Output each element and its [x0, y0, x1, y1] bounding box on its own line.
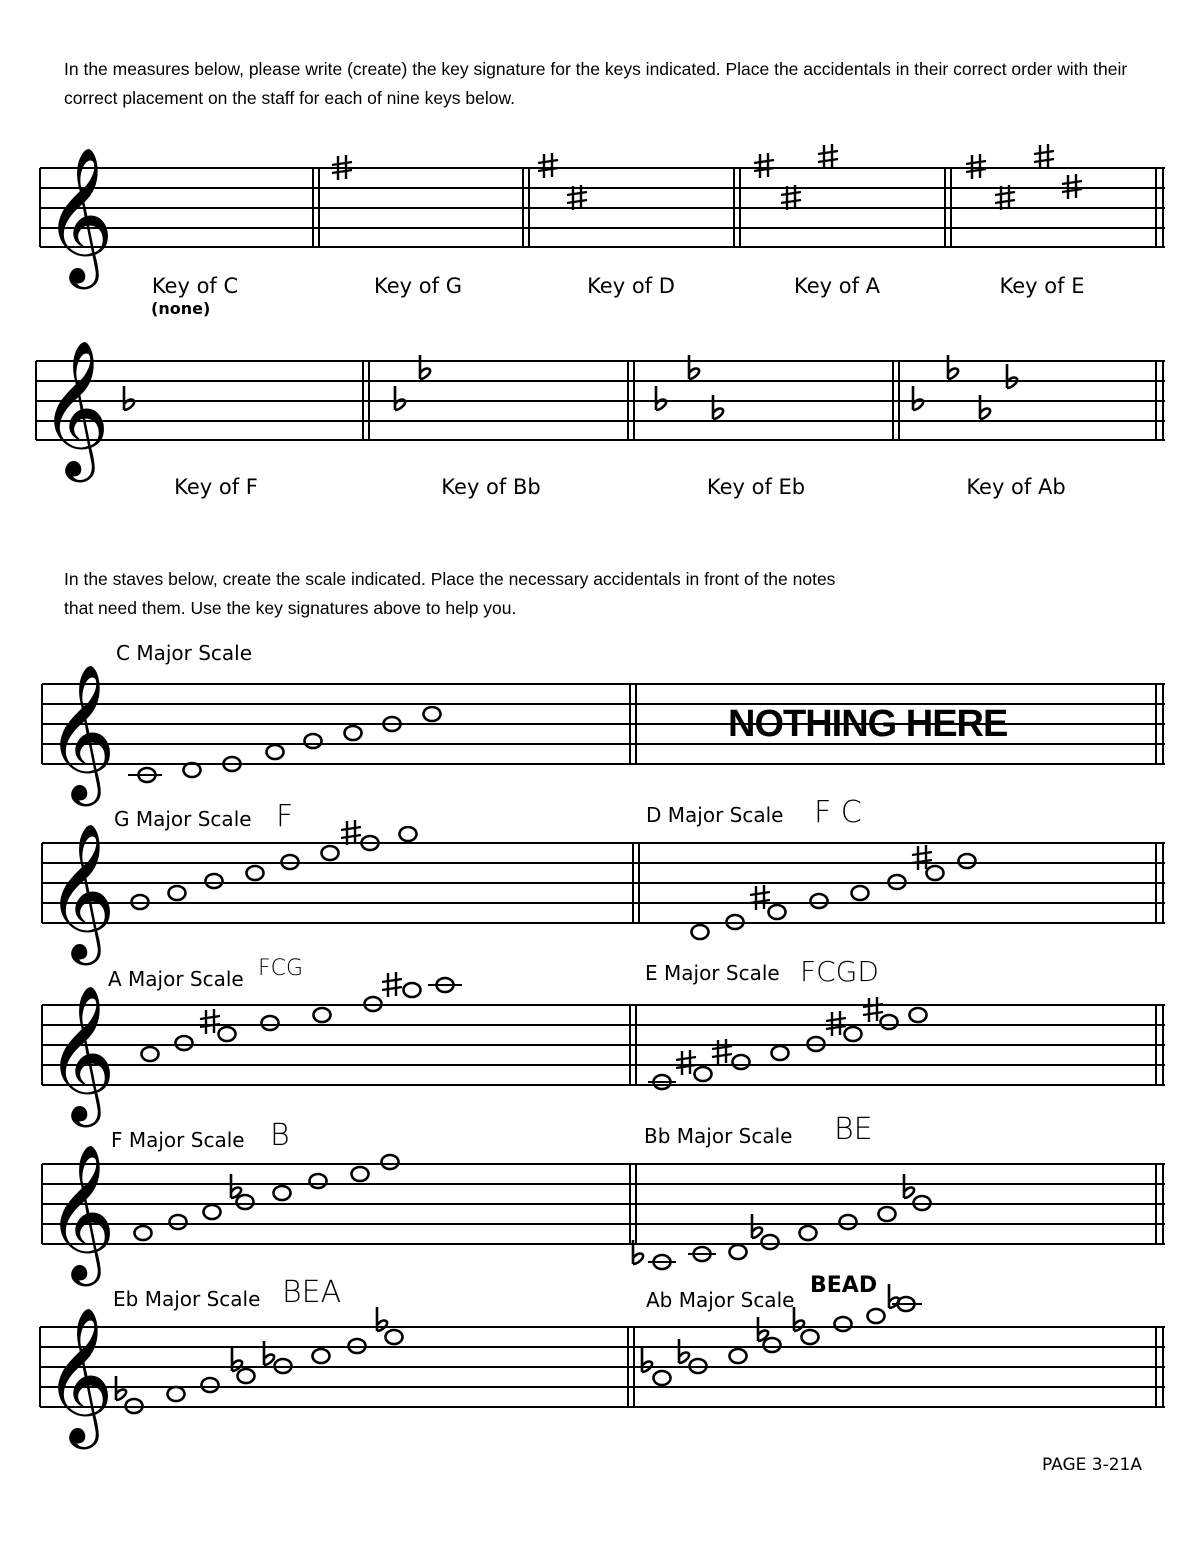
whole-note — [764, 1338, 781, 1352]
key-c-note: (none) — [151, 299, 211, 318]
whole-note — [845, 1027, 862, 1041]
treble-clef-icon: 𝄞 — [44, 145, 114, 283]
d-major-label: D Major Scale — [646, 803, 784, 827]
whole-note — [305, 734, 322, 748]
whole-note — [800, 1226, 817, 1240]
whole-note — [424, 707, 441, 721]
whole-note — [169, 886, 186, 900]
ab-major-label: Ab Major Scale — [646, 1288, 795, 1312]
scale-instructions-line-2: that need them. Use the key signatures above to help you. — [64, 598, 517, 618]
key-label-c: Key of C — [151, 274, 239, 298]
whole-note — [382, 1155, 399, 1169]
treble-clef-icon: 𝄞 — [46, 821, 116, 959]
treble-clef-icon: 𝄞 — [46, 1142, 116, 1280]
a-major-label: A Major Scale — [108, 967, 244, 991]
treble-clef-icon: 𝄞 — [40, 338, 110, 476]
e-major-label: E Major Scale — [645, 961, 780, 985]
page-number: PAGE 3-21A — [1041, 1455, 1142, 1475]
flat-icon — [124, 386, 134, 410]
sharp-icon — [1034, 144, 1054, 169]
sharp-icon — [200, 1009, 220, 1034]
sharp-icon — [712, 1039, 732, 1064]
a-major-answer: FCG — [258, 956, 304, 981]
flat-icon — [420, 355, 430, 379]
whole-note — [654, 1371, 671, 1385]
sharp-icon — [538, 153, 558, 178]
whole-note — [852, 886, 869, 900]
g-major-label: G Major Scale — [114, 807, 252, 831]
whole-note — [322, 846, 339, 860]
whole-note — [135, 1226, 152, 1240]
sharp-icon — [676, 1050, 696, 1075]
key-label-g: Key of G — [374, 274, 462, 298]
sharp-icon — [826, 1011, 846, 1036]
whole-note — [238, 1369, 255, 1383]
sharp-icon — [1062, 174, 1082, 199]
flat-icon — [913, 386, 923, 410]
bb-major-answer: BE — [834, 1112, 873, 1147]
key-label-eb: Key of Eb — [706, 475, 806, 499]
whole-note — [184, 763, 201, 777]
whole-note — [352, 1167, 369, 1181]
e-major-answer: FCGD — [800, 955, 879, 988]
whole-note — [267, 745, 284, 759]
flat-icon — [395, 386, 405, 410]
whole-note — [404, 983, 421, 997]
g-major-answer: F — [276, 799, 294, 834]
flat-icon — [948, 355, 958, 379]
whole-note — [769, 905, 786, 919]
ab-major-answer: BEAD — [810, 1273, 878, 1298]
whole-note — [400, 827, 417, 841]
flat-keys-staff — [36, 338, 1165, 482]
eb-major-label: Eb Major Scale — [113, 1287, 261, 1311]
scale-instructions-line-1: In the staves below, create the scale indicated. Place the necessary accidentals in front of the notes — [64, 569, 836, 589]
whole-note — [730, 1245, 747, 1259]
whole-note — [274, 1186, 291, 1200]
whole-note — [314, 1008, 331, 1022]
flat-icon — [758, 1317, 768, 1341]
flat-icon — [231, 1174, 241, 1198]
whole-note — [170, 1215, 187, 1229]
whole-note — [835, 1317, 852, 1331]
whole-note — [142, 1047, 159, 1061]
whole-note — [840, 1215, 857, 1229]
key-label-ab: Key of Ab — [966, 475, 1066, 499]
flat-icon — [689, 355, 699, 379]
whole-note — [811, 894, 828, 908]
whole-note — [202, 1378, 219, 1392]
treble-clef-icon: 𝄞 — [44, 1305, 114, 1443]
treble-clef-icon: 𝄞 — [46, 662, 116, 800]
sharp-icon — [341, 820, 361, 845]
whole-note — [881, 1015, 898, 1029]
whole-note — [204, 1205, 221, 1219]
flat-icon — [752, 1214, 762, 1238]
key-label-d: Key of D — [587, 274, 675, 298]
c-major-label: C Major Scale — [116, 641, 253, 665]
whole-note — [910, 1008, 927, 1022]
whole-note — [762, 1235, 779, 1249]
sharp-icon — [863, 997, 883, 1022]
whole-note — [247, 866, 264, 880]
sharp-keys-staff — [40, 144, 1165, 289]
whole-note — [695, 1067, 712, 1081]
bb-major-label: Bb Major Scale — [644, 1124, 793, 1148]
key-label-e: Key of E — [999, 274, 1085, 298]
whole-note — [802, 1330, 819, 1344]
flat-icon — [980, 395, 990, 419]
eb-major-answer: BEA — [282, 1275, 342, 1310]
sharp-icon — [382, 972, 402, 997]
sharp-icon — [966, 154, 986, 179]
f-major-answer: B — [270, 1118, 290, 1153]
flat-icon — [656, 386, 666, 410]
whole-note — [313, 1349, 330, 1363]
d-major-answer: F C — [814, 795, 862, 830]
sharp-icon — [750, 885, 770, 910]
flat-icon — [264, 1341, 274, 1365]
whole-note — [219, 1027, 236, 1041]
whole-note — [959, 854, 976, 868]
key-label-f: Key of F — [174, 475, 258, 499]
sharp-icon — [912, 845, 932, 870]
whole-note — [692, 925, 709, 939]
whole-note — [345, 726, 362, 740]
key-label-a: Key of A — [793, 274, 881, 298]
f-major-label: F Major Scale — [111, 1128, 245, 1152]
f-bb-major-staff — [42, 1142, 1165, 1286]
sharp-icon — [754, 153, 774, 178]
flat-icon — [1007, 364, 1017, 388]
whole-note — [386, 1330, 403, 1344]
sharp-icon — [818, 144, 838, 169]
whole-note — [176, 1036, 193, 1050]
whole-note — [772, 1046, 789, 1060]
whole-note — [262, 1016, 279, 1030]
whole-note — [310, 1174, 327, 1188]
whole-note — [868, 1309, 885, 1323]
flat-icon — [904, 1174, 914, 1198]
whole-note — [168, 1387, 185, 1401]
whole-note — [733, 1055, 750, 1069]
flat-icon — [679, 1339, 689, 1363]
a-e-major-staff — [42, 972, 1165, 1127]
treble-clef-icon: 𝄞 — [46, 983, 116, 1121]
whole-note — [879, 1207, 896, 1221]
key-signature-instructions: In the measures below, please write (create) the key signature for the keys indicated. Place the accidentals in their correct order with their correct placement on the staff for each of nine keys below. — [64, 59, 1128, 108]
nothing-here-text: NOTHING HERE — [728, 703, 1008, 745]
flat-icon — [713, 395, 723, 419]
whole-note — [206, 874, 223, 888]
g-d-major-staff — [42, 820, 1165, 965]
whole-note — [927, 866, 944, 880]
key-label-bb: Key of Bb — [441, 475, 541, 499]
flat-icon — [642, 1348, 652, 1372]
whole-note — [730, 1349, 747, 1363]
whole-note — [237, 1195, 254, 1209]
